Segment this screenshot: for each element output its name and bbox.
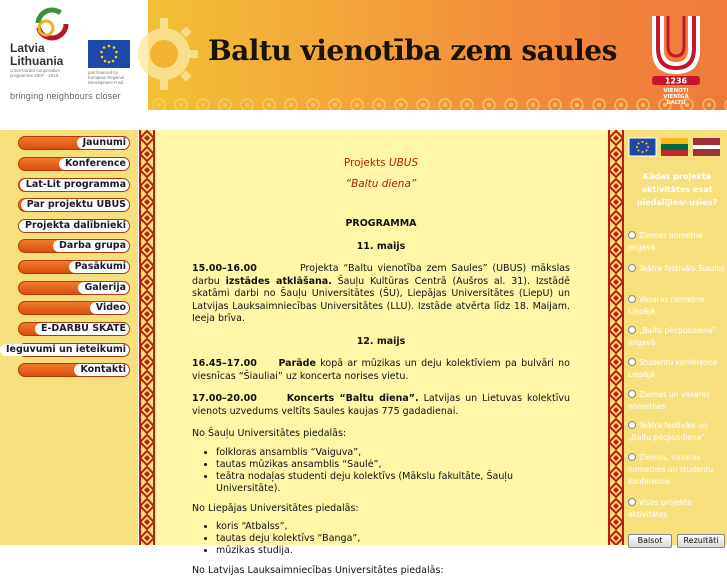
mark-year: 1236 [664,76,688,86]
poll-option[interactable] [628,325,726,349]
event-text: Šauļu Kultūras Centrā (Aušros al. 31). Izstādē skatāmi darbi no Šauļu Universitātes (ŠU), Liepājas Universitātes (LiepU) un Latvijas Lauksaimniecības Universitātes (LLU). Izstāde atvērta līdz 18. Maijam. Ieeja brīva. [192,275,570,324]
article [192,157,570,588]
project-title [192,157,570,170]
list-item: • koris “Atbalss”, [216,521,570,533]
project-name: UBUS [388,157,419,169]
nav-item-video[interactable] [18,301,130,315]
header [0,0,727,130]
su-heading: No Šauļu Universitātes piedalās: [192,428,347,439]
llu-heading: No Latvijas Lauksaimniecības Universitātes piedalās: [192,565,444,576]
poll-option[interactable] [628,497,726,521]
nav-label: Ieguvumi un ieteikumi [0,344,129,356]
gear-ornament-icon [130,10,200,100]
poll-option-label: „Baltu pēcpusdiena” Jelgavā [628,326,717,347]
list-item: • folkloras ansamblis “Vaiguva”, [216,447,570,459]
tagline: bringing neighbours closer [10,91,121,101]
nav-label: E-DARBU SKATE [35,323,129,335]
poll-option-label: Vasaras nometne Liepājā [628,295,705,316]
logo-title [10,42,63,68]
results-button[interactable]: Rezultāti [677,534,725,548]
liepu-heading: No Liepājas Universitātes piedalās: [192,502,359,514]
vote-button[interactable]: Balsot [628,534,672,548]
nav-label: Par projektu UBUS [21,199,129,211]
latvia-lithuania-logo-box[interactable] [0,0,148,110]
right-panel [624,130,727,545]
main-content [155,130,608,576]
right-ornament-border-icon [608,130,624,545]
radio-button[interactable] [628,231,636,239]
radio-button[interactable] [628,295,636,303]
nav-label: Galerija [78,282,129,294]
lithuania-language-flag-icon[interactable] [661,138,688,156]
event-text: kopā ar mūzikas un deju kolektīviem pa bulvāri no viesnīcas “Šiauliai” uz koncerta norises vietu. [192,358,570,382]
radio-button[interactable] [628,421,636,429]
project-prefix: Projekts [343,157,389,169]
latvia-lithuania-logo-icon [8,8,74,44]
latvia-language-flag-icon[interactable] [693,138,720,156]
poll-option-label: Studentu konference Liepājā [628,358,718,379]
poll-option[interactable] [628,420,726,444]
liepu-list [216,521,570,557]
nav-item-darba-grupa[interactable] [18,239,130,253]
nav-label: Pasākumi [69,261,129,273]
nav-label: Darba grupa [53,240,129,252]
nav-item-jaunumi[interactable] [18,136,130,150]
day-heading-2: 12. maijs [356,335,406,347]
nav-label: Lat-Lit programma [20,179,129,191]
nav-item-galerija[interactable] [18,281,130,295]
event-time: 16.45–17.00 [192,358,257,369]
event-bold: izstādes atklāšana. [225,275,332,287]
radio-button[interactable] [628,358,636,366]
poll-option-label: Ziemas, vasaras nometnes un studentu konference [628,453,714,486]
poll-option[interactable] [628,389,726,413]
day-heading-1: 11. maijs [356,240,406,252]
event-text: Projekta “Baltu vienotība zem Saules” (UBUS) mākslas darbu [192,263,570,287]
nav-item-lat-lit-programma[interactable] [18,178,130,192]
nav-label: Kontakti [74,364,129,376]
poll-option[interactable] [628,263,726,275]
logo-title-line2: Lithuania [10,54,64,68]
poll-option-label: Teātra festivāls un „Baltu pēcpusdiena” [628,421,708,442]
nav-item-projekta-dalibnieki[interactable] [18,219,130,233]
event-paragraph-1 [192,263,570,326]
project-subtitle-text: “Baltu diena” [345,177,417,190]
radio-button[interactable] [628,264,636,272]
radio-button[interactable] [628,390,636,398]
poll-question: Kādas projekta aktivitātes esat piedalījies/-usies? [636,172,718,207]
nav-label: Konference [59,158,129,170]
poll-option[interactable] [628,452,726,488]
event-time: 15.00–16.00 [192,263,257,274]
eu-small-text: part financed by European Regional Development Fund [88,70,124,85]
nav-item-e-darbu-skate[interactable] [18,322,130,336]
list-item: • teātra nodaļas studenti deju kolektīvs (Mākslu fakultāte, Šauļu Universitāte). [216,471,570,495]
poll-option[interactable] [628,230,726,254]
poll-option[interactable] [628,357,726,381]
left-ornament-border-icon [139,130,155,545]
ubus-sun-mark-icon [646,12,706,104]
project-subtitle [192,178,570,191]
banner-title: Baltu vienotība zem saules [208,34,617,67]
logo-title-line1: Latvia [10,41,45,55]
nav-label: Jaunumi [77,137,129,149]
radio-button[interactable] [628,326,636,334]
nav-item-pasakumi[interactable] [18,260,130,274]
banner [148,0,727,110]
event-bold: Parāde [278,358,316,369]
list-item: • tautas mūzikas ansamblis “Saulė”, [216,459,570,471]
event-text: Latvijas un Lietuvas kolektīvu vienots uzvedums veltīts Saules kaujas 775 gadadienai. [192,393,570,417]
radio-button[interactable] [628,498,636,506]
nav-item-kontakti[interactable] [18,363,130,377]
event-bold: Koncerts “Baltu diena”. [286,393,419,404]
radio-button[interactable] [628,453,636,461]
nav-item-ieguvumi[interactable] [6,343,130,357]
logo-small-text: cross-border cooperation programme 2007 - 2013 [10,68,61,79]
nav-label: Video [90,302,129,314]
poll-option[interactable] [628,294,726,318]
list-item: • mūzikas studija. [216,545,570,557]
left-navigation [0,130,138,545]
poll-option-label: Ziemas un vasaras nometnes [628,390,711,411]
poll-option-label: Visas projekta aktivitātes [628,498,692,519]
banner-ornament-strip-icon [148,96,727,110]
poll-option-label: Teātra festivāls Šiaulos [639,264,725,273]
header-spacer [0,110,727,130]
eu-language-flag-icon[interactable] [629,138,656,156]
poll-option-label: Ziemas nometne Jelgavā [628,231,703,252]
list-item: • tautas deju kolektīvs “Banga”, [216,533,570,545]
event-paragraph-3 [192,393,570,418]
event-time: 17.00–20.00 [192,393,257,404]
mark-text-line1: VIENOTI [663,88,689,94]
nav-item-par-projektu[interactable] [18,198,130,212]
eu-flag-icon [88,40,130,68]
nav-item-konference[interactable] [18,157,130,171]
su-list [216,447,570,495]
program-heading: PROGRAMMA [345,218,417,229]
event-paragraph-2 [192,358,570,383]
nav-label: Projekta dalībnieki [19,220,129,232]
